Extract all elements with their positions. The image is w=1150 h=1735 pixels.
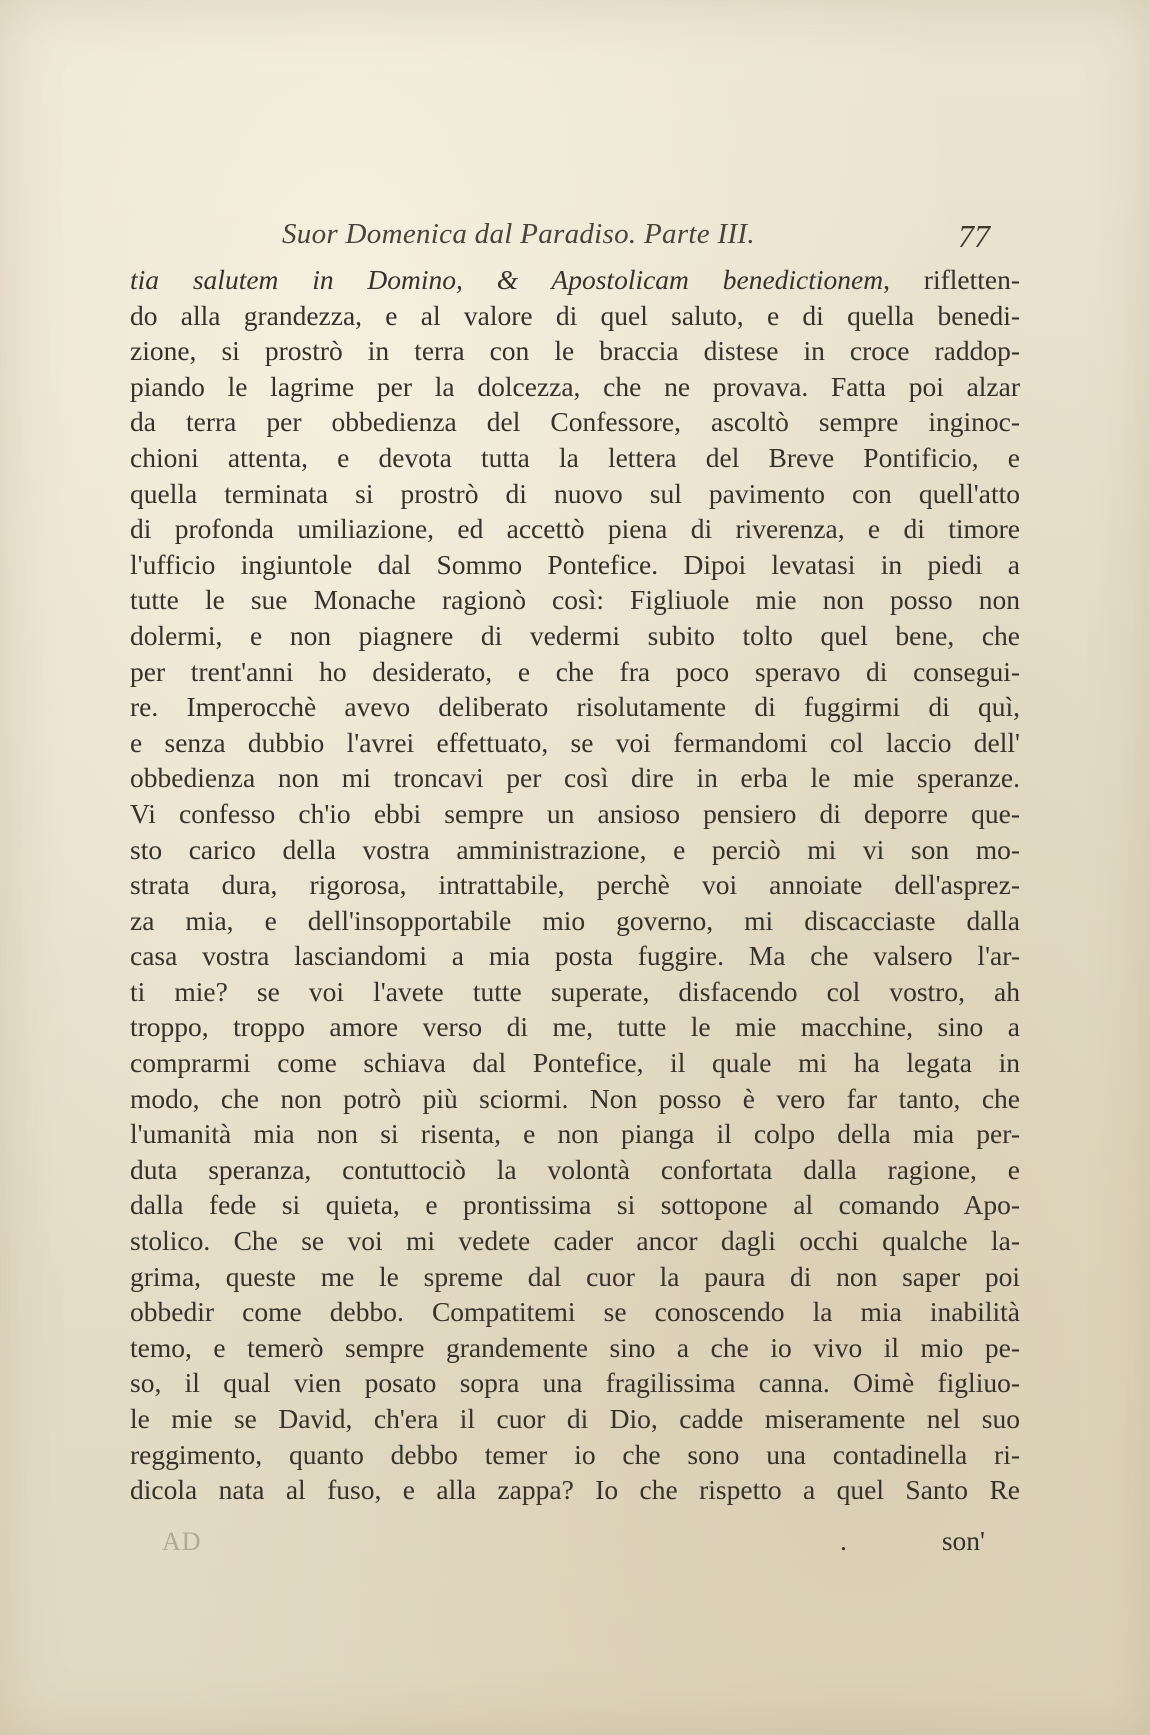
text-line: strata dura, rigorosa, intrattabile, perchè voi annoiate dell'asprez- — [130, 869, 1020, 901]
text-line: reggimento, quanto debbo temer io che sono una contadinella ri- — [130, 1438, 1020, 1470]
text-line: dalla fede si quieta, e prontissima si sottopone al comando Apo- — [130, 1189, 1020, 1221]
text-line: so, il qual vien posato sopra una fragilissima canna. Oimè figliuo- — [130, 1367, 1020, 1399]
running-title: Suor Domenica dal Paradiso. Parte III. — [282, 218, 755, 250]
text-line: tutte le sue Monache ragionò così: Figliuole mie non posso non — [130, 584, 1020, 616]
text-line: obbedienza non mi troncavi per così dire in erba le mie speranze. — [130, 762, 1020, 794]
text-line: Vi confesso ch'io ebbi sempre un ansioso pensiero di deporre que- — [130, 797, 1020, 829]
text-line: ti mie? se voi l'avete tutte superate, disfacendo col vostro, ah — [130, 975, 1020, 1007]
text-line: le mie se David, ch'era il cuor di Dio, cadde miseramente nel suo — [130, 1403, 1020, 1434]
text-line: casa vostra lasciandomi a mia posta fuggire. Ma che valsero l'ar- — [130, 940, 1020, 972]
text-line: e senza dubbio l'avrei effettuato, se voi fermandomi col laccio dell' — [130, 726, 1020, 758]
text-line: piando le lagrime per la dolcezza, che ne provava. Fatta poi alzar — [130, 370, 1020, 402]
text-line: comprarmi come schiava dal Pontefice, il quale mi ha legata in — [130, 1047, 1020, 1079]
text-line: obbedir come debbo. Compatitemi se conoscendo la mia inabilità — [130, 1296, 1020, 1328]
page-footer — [130, 1525, 985, 1565]
text-line: re. Imperocchè avevo deliberato risolutamente di fuggirmi di quì, — [130, 691, 1020, 723]
text-line: modo, che non potrò più sciormi. Non posso è vero far tanto, che — [130, 1082, 1020, 1114]
footer-dot: . — [840, 1525, 847, 1556]
signature-mark: AD — [162, 1527, 202, 1556]
text-line: sto carico della vostra amministrazione, e perciò mi vi son mo- — [130, 833, 1020, 865]
text-fragment: , rifletten- — [883, 264, 1020, 295]
text-line: chioni attenta, e devota tutta la lettera del Breve Pontificio, e — [130, 441, 1020, 473]
text-line: da terra per obbedienza del Confessore, ascoltò sempre inginoc- — [130, 406, 1020, 438]
text-line: stolico. Che se voi mi vedete cader ancor dagli occhi qualche la- — [130, 1225, 1020, 1257]
text-line: zione, si prostrò in terra con le braccia distese in croce raddop- — [130, 335, 1020, 367]
catchword: son' — [941, 1525, 985, 1556]
text-line: dicola nata al fuso, e alla zappa? Io che rispetto a quel Santo Re — [130, 1474, 1020, 1506]
text-line: per trent'anni ho desiderato, e che fra poco speravo di consegui- — [130, 655, 1020, 687]
text-line: l'umanità mia non si risenta, e non pianga il colpo della mia per- — [130, 1118, 1020, 1150]
text-line: troppo, troppo amore verso di me, tutte le mie macchine, sino a — [130, 1011, 1020, 1043]
text-line: grima, queste me le spreme dal cuor la paura di non saper poi — [130, 1260, 1020, 1292]
text-line: temo, e temerò sempre grandemente sino a che io vivo il mio pe- — [130, 1331, 1020, 1363]
text-line: duta speranza, contuttociò la volontà confortata dalla ragione, e — [130, 1153, 1020, 1185]
page-header — [130, 218, 990, 258]
page-number: 77 — [958, 218, 990, 254]
text-line: do alla grandezza, e al valore di quel saluto, e di quella benedi- — [130, 299, 1020, 331]
text-line: quella terminata si prostrò di nuovo sul pavimento con quell'atto — [130, 477, 1020, 509]
text-line: za mia, e dell'insopportabile mio governo, mi discacciaste dalla — [130, 904, 1020, 936]
text-line: dolermi, e non piagnere di vedermi subito tolto quel bene, che — [130, 619, 1020, 651]
body-text — [130, 262, 1020, 1508]
text-line: di profonda umiliazione, ed accettò piena di riverenza, e di timore — [130, 513, 1020, 545]
text-line — [130, 262, 1020, 298]
italic-salutation: tia salutem in Domino, & Apostolicam benedictionem — [130, 264, 884, 295]
text-line: l'ufficio ingiuntole dal Sommo Pontefice. Dipoi levatasi in piedi a — [130, 548, 1020, 580]
